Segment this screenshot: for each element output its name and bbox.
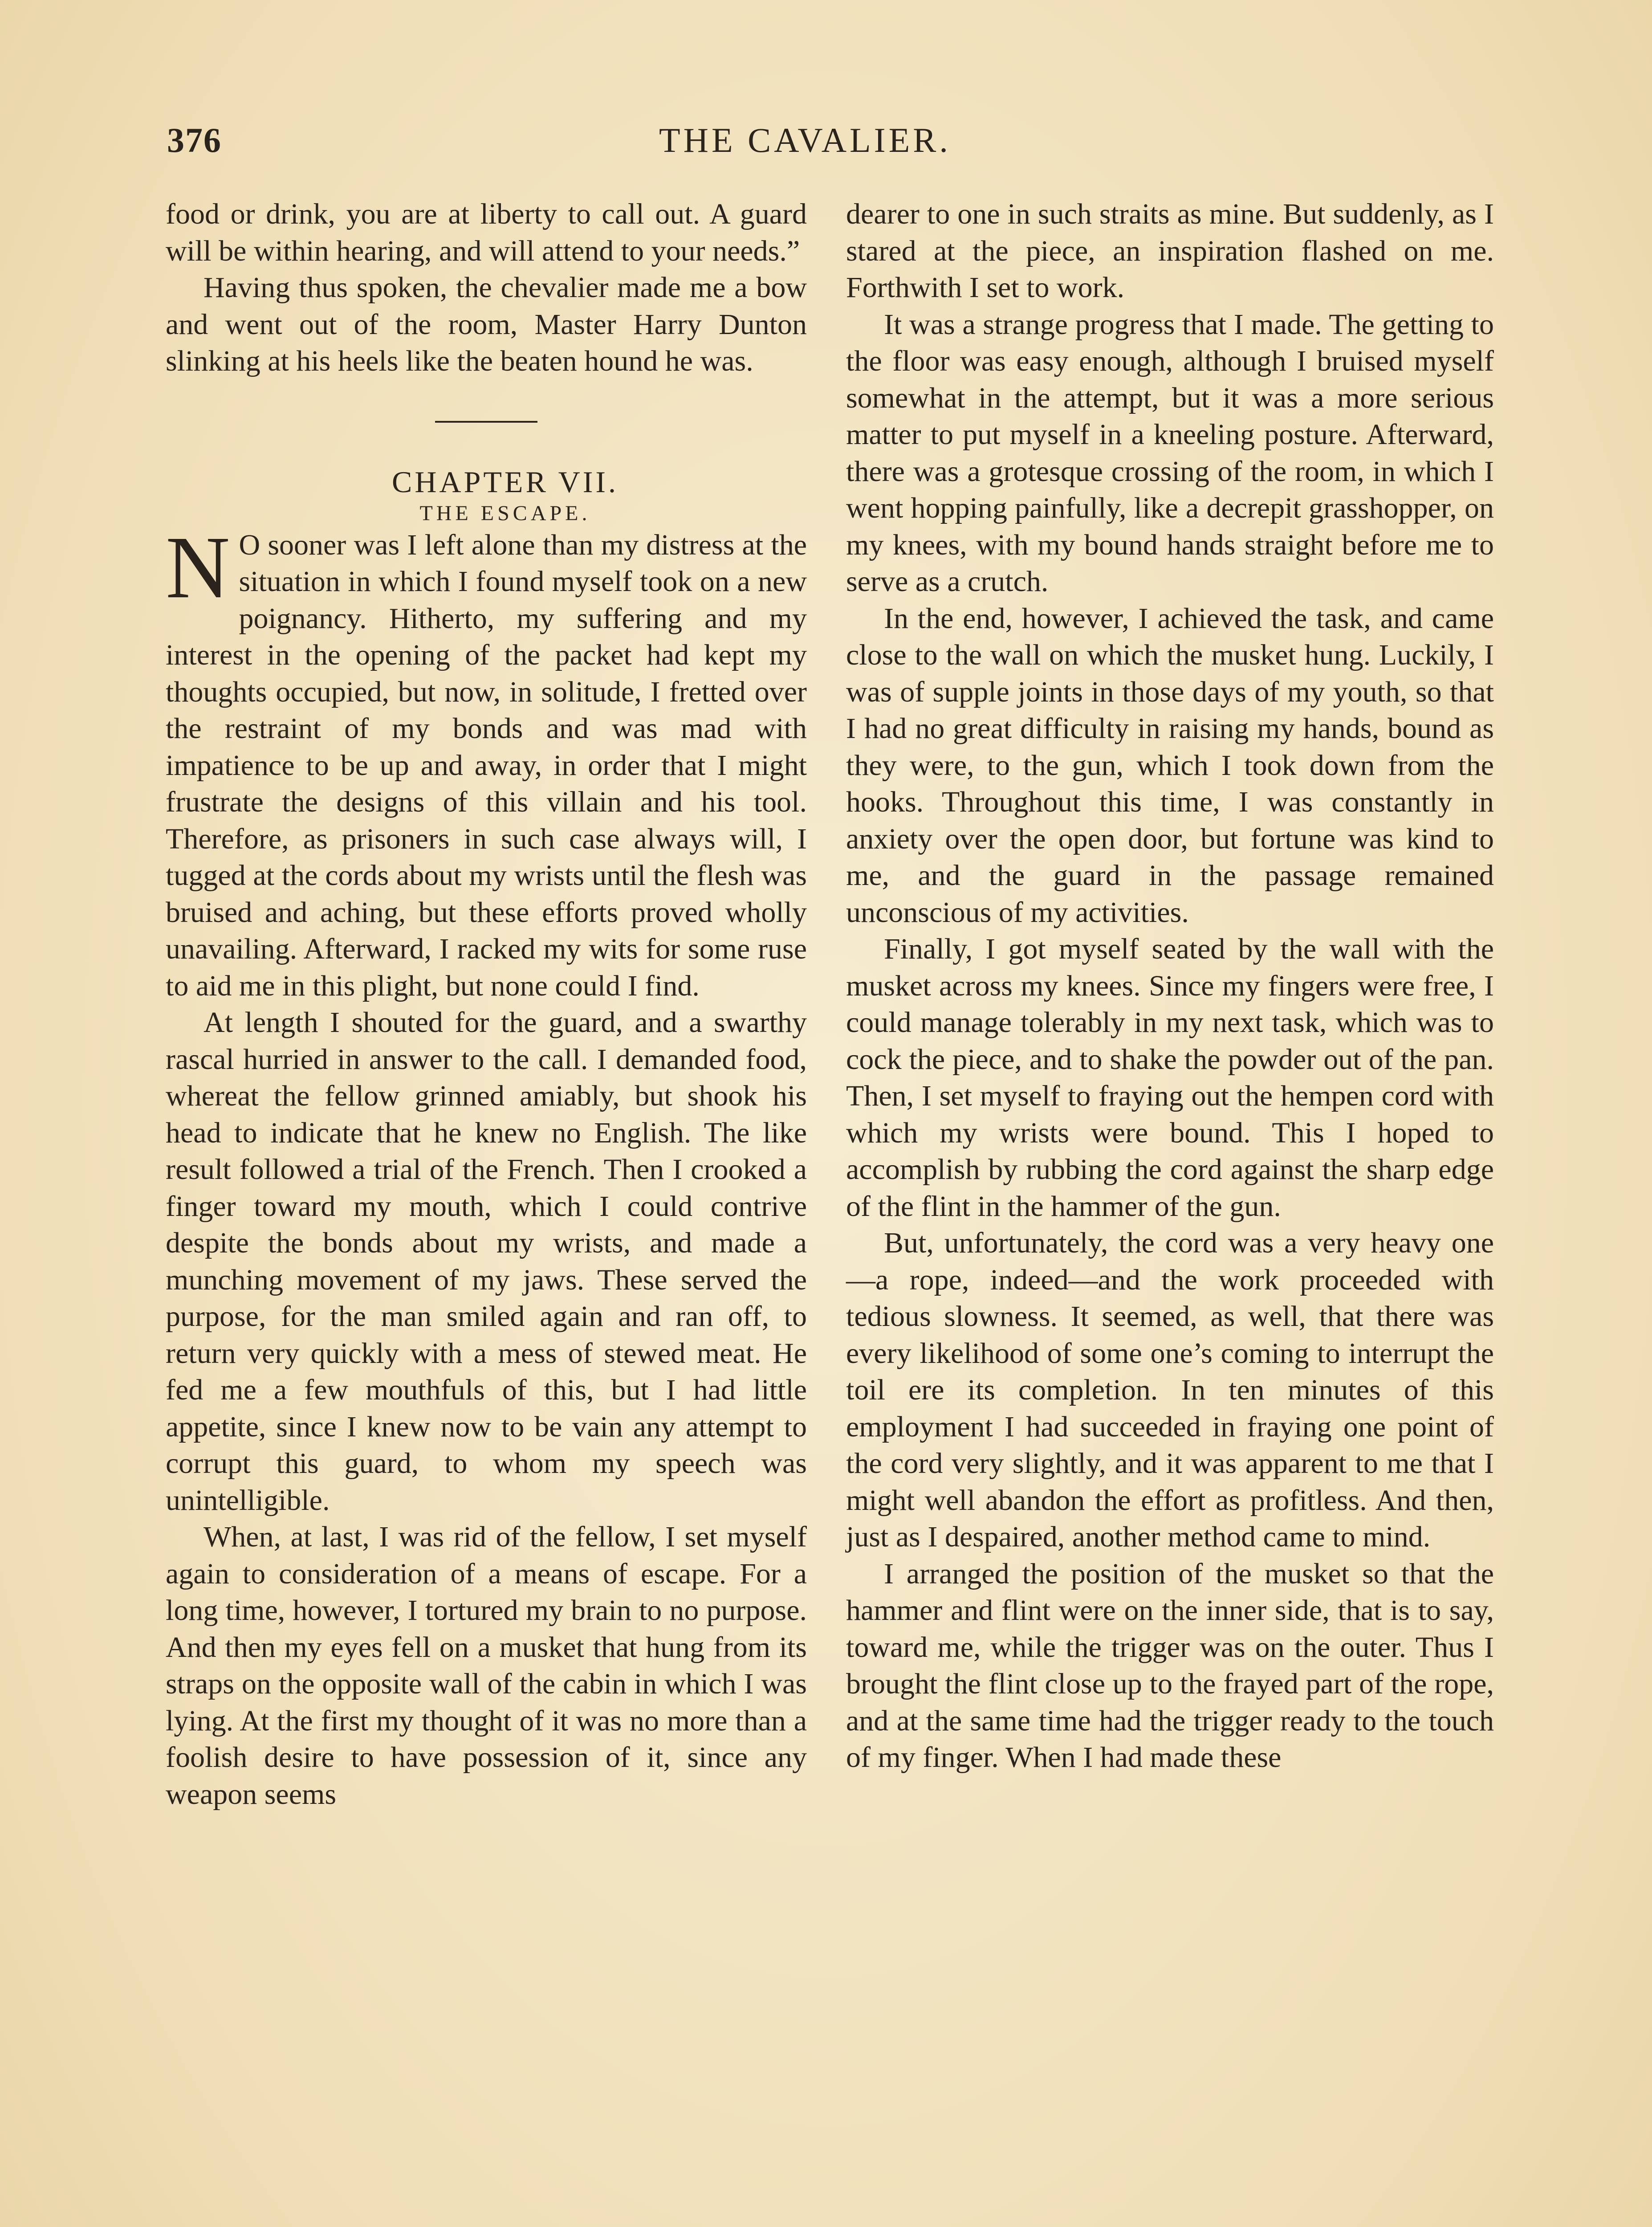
running-head: THE CAVALIER. [659,121,951,159]
paragraph [166,518,807,1005]
paragraph: But, unfortunately, the cord was a very heavy one—a rope, indeed—and the work proceeded with tedious slowness. It seemed, as well, that there was every likelihood of some one’s coming to interrupt the toil ere its completion. In ten minutes of this employment I had succeeded in fraying one point of the cord very slightly, and it was apparent to me that I might well abandon the effort as profitless. And then, just as I despaired, another method came to mind. [846,1227,1494,1553]
left-column [166,196,807,1813]
drop-cap: N [166,518,230,617]
section-rule [435,421,537,423]
paragraph: When, at last, I was rid of the fellow, I set myself again to consideration of a means of escape. For a long time, however, I tortured my brain to no purpose. And then my eyes fell on a musket that hung from its straps on the opposite wall of the cabin in which I was lying. At the first my thought of it was no more than a foolish desire to have possession of it, since any weapon seems [166,1521,807,1811]
paragraph: Having thus spoken, the chevalier made me a bow and went out of the room, Master Harry Dunton slinking at his heels like the beaten hound he was. [166,271,807,377]
chapter-subtitle: THE ESCAPE. [419,501,591,525]
paragraph: food or drink, you are at liberty to call out. A guard will be within hearing, and will attend to your needs.” [166,198,807,267]
paragraph-text: O sooner was I left alone than my distress at the situation in which I found myself took on a new poignancy. Hitherto, my suffering and my interest in the opening of the packet had kept my thoughts occupied, but now, in solitude, I fretted over the restraint of my bonds and was mad with impatience to be up and away, in order that I might frustrate the designs of this villain and his tool. Therefore, as prisoners in such case always will, I tugged at the cords about my wrists until the flesh was bruised and aching, but these efforts proved wholly unavailing. Afterward, I racked my wits for some ruse to aid me in this plight, but none could I find. [166,528,807,1002]
paragraph: I arranged the position of the musket so that the hammer and flint were on the inner side, that is to say, toward me, while the trigger was on the outer. Thus I brought the flint close up to the frayed part of the rope, and at the same time had the trigger ready to the touch of my finger. When I had made these [846,1557,1494,1774]
chapter-title: CHAPTER VII. [392,465,618,499]
page-number: 376 [167,121,222,159]
paragraph: Finally, I got myself seated by the wall with the musket across my knees. Since my fingers were free, I could manage tolerably in my next task, which was to cock the piece, and to shake the powder out of the pan. Then, I set myself to fraying out the hempen cord with which my wrists were bound. This I hoped to accomplish by rubbing the cord against the sharp edge of the flint in the hammer of the gun. [846,933,1494,1223]
paragraph: At length I shouted for the guard, and a swarthy rascal hurried in answer to the call. I demanded food, whereat the fellow grinned amiably, but shook his head to indicate that he knew no English. The like result followed a trial of the French. Then I crooked a finger toward my mouth, which I could contrive despite the bonds about my wrists, and made a munching movement of my jaws. These served the purpose, for the man smiled again and ran off, to return very quickly with a mess of stewed meat. He fed me a few mouthfuls of this, but I had little appetite, since I knew now to be vain any attempt to corrupt this guard, to whom my speech was unintelligible. [166,1006,807,1517]
right-column [846,196,1494,1776]
paragraph: dearer to one in such straits as mine. But suddenly, as I stared at the piece, an inspiration flashed on me. Forthwith I set to work. [846,198,1494,304]
paragraph: In the end, however, I achieved the task, and came close to the wall on which the musket hung. Luckily, I was of supple joints in those days of my youth, so that I had no great difficulty in raising my hands, bound as they were, to the gun, which I took down from the hooks. Throughout this time, I was constantly in anxiety over the open door, but fortune was kind to me, and the guard in the passage remained unconscious of my activities. [846,602,1494,929]
paragraph: It was a strange progress that I made. The getting to the floor was easy enough, although I bruised myself somewhat in the attempt, but it was a more serious matter to put myself in a kneeling posture. Afterward, there was a grotesque crossing of the room, in which I went hopping painfully, like a decrepit grasshopper, on my knees, with my bound hands straight before me to serve as a crutch. [846,308,1494,598]
